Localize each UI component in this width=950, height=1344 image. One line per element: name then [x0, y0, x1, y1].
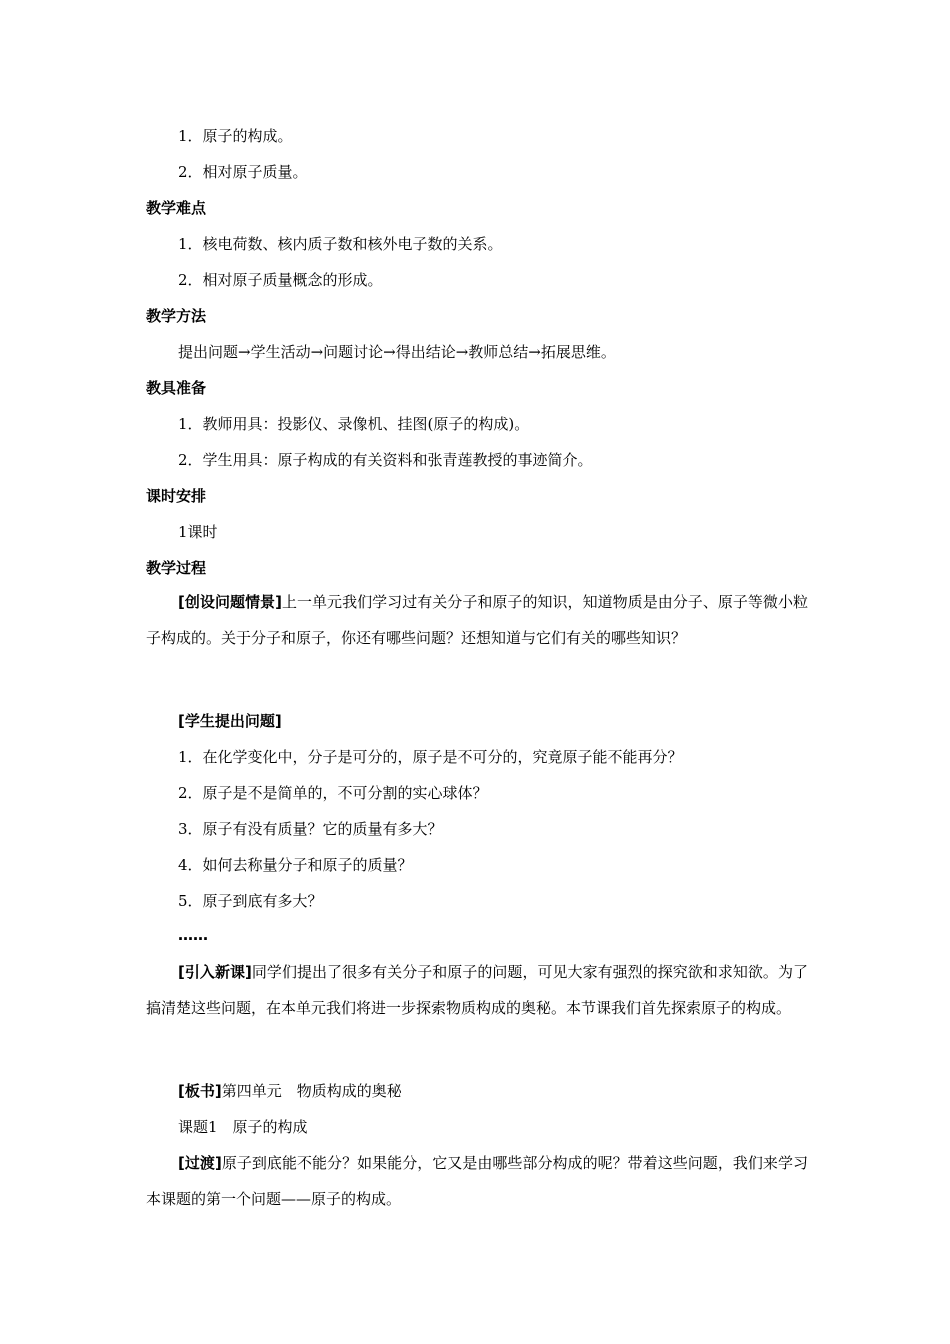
- question-1: 1．在化学变化中，分子是可分的，原子是不可分的，究竟原子能不能再分？: [178, 748, 683, 766]
- schedule-text: 1课时: [178, 523, 218, 541]
- board-text: 第四单元 物质构成的奥秘: [221, 1082, 402, 1100]
- tool-item-1: 1．教师用具：投影仪、录像机、挂图(原子的构成)。: [178, 415, 530, 433]
- question-2: 2．原子是不是简单的，不可分割的实心球体？: [178, 784, 488, 802]
- difficulty-1: 1．核电荷数、核内质子数和核外电子数的关系。: [178, 235, 503, 253]
- scenario-text: 上一单元我们学习过有关分子和原子的知识，知道物质是由分子、原子等微小粒子构成的。关于分子和原子，你还有哪些问题？还想知道与它们有关的哪些知识？: [146, 593, 808, 647]
- methods-text: 提出问题→学生活动→问题讨论→得出结论→教师总结→拓展思维。: [178, 343, 616, 361]
- board-tag: [板书]: [178, 1082, 222, 1100]
- tool-item-2: 2．学生用具：原子构成的有关资料和张青莲教授的事迹简介。: [178, 451, 593, 469]
- methods-heading: 教学方法: [146, 307, 207, 325]
- key-point-2: 2．相对原子质量。: [178, 163, 308, 181]
- transition-text: 原子到底能不能分？如果能分，它又是由哪些部分构成的呢？带着这些问题，我们来学习本课题的第一个问题——原子的构成。: [146, 1154, 808, 1208]
- intro-paragraph: [146, 954, 808, 1026]
- question-4: 4．如何去称量分子和原子的质量？: [178, 856, 413, 874]
- board-subtitle: 课题1 原子的构成: [178, 1118, 308, 1136]
- schedule-heading: 课时安排: [146, 487, 207, 505]
- intro-tag: [引入新课]: [178, 963, 252, 981]
- difficulties-heading: 教学难点: [146, 199, 207, 217]
- question-3: 3．原子有没有质量？它的质量有多大？: [178, 820, 443, 838]
- difficulty-2: 2．相对原子质量概念的形成。: [178, 271, 383, 289]
- scenario-tag: [创设问题情景]: [178, 593, 282, 611]
- board-line: [178, 1081, 402, 1101]
- question-5: 5．原子到底有多大？: [178, 892, 323, 910]
- tools-heading: 教具准备: [146, 379, 207, 397]
- transition-tag: [过渡]: [178, 1154, 222, 1172]
- transition-paragraph: [146, 1145, 808, 1217]
- questions-tag: [学生提出问题]: [178, 712, 282, 730]
- ellipsis: ……: [178, 926, 208, 944]
- scenario-paragraph: [146, 584, 808, 656]
- process-heading: 教学过程: [146, 559, 207, 577]
- intro-text: 同学们提出了很多有关分子和原子的问题，可见大家有强烈的探究欲和求知欲。为了搞清楚这些问题，在本单元我们将进一步探索物质构成的奥秘。本节课我们首先探索原子的构成。: [146, 963, 808, 1017]
- key-point-1: 1．原子的构成。: [178, 127, 293, 145]
